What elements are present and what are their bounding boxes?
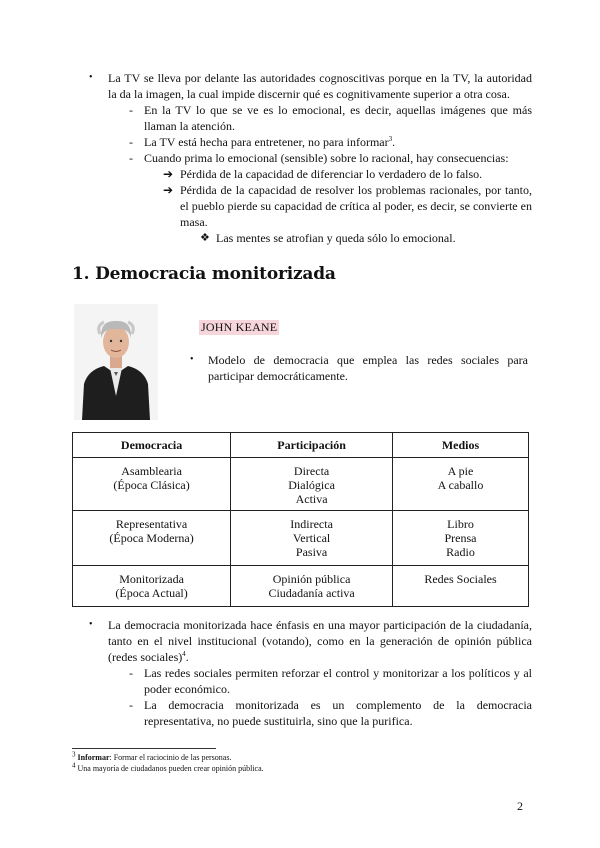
- footnote-4: [72, 761, 264, 774]
- list-item: [72, 617, 532, 665]
- table-row: [73, 566, 529, 607]
- sub-item: [72, 134, 532, 150]
- sub-text: En la TV lo que se ve es lo emocional, es decir, aquellas imágenes que más llaman la atención.: [144, 103, 532, 133]
- footnote-3: [72, 750, 232, 763]
- diamond-icon: ❖: [200, 232, 210, 244]
- footnote-ref-4[interactable]: 4: [182, 650, 186, 658]
- cell-line: Radio: [446, 545, 475, 559]
- arrow-right-icon: ➔: [163, 167, 174, 181]
- cell-line: Opinión pública: [272, 572, 351, 586]
- sub-item: [72, 150, 532, 166]
- model-text: Modelo de democracia que emplea las redes sociales para participar democráticamente.: [208, 353, 528, 383]
- diamond-text: Las mentes se atrofian y queda sólo lo emocional.: [216, 231, 456, 245]
- list-item: [72, 70, 532, 102]
- cell-line: A caballo: [437, 478, 484, 492]
- dash-icon: -: [129, 151, 133, 165]
- model-bullet: [190, 352, 528, 384]
- cell-line: Pasiva: [295, 545, 328, 559]
- arrow-item: [72, 166, 532, 182]
- cell-line: (Época Moderna): [109, 531, 194, 545]
- table-cell: [393, 511, 529, 566]
- sub-text: La democracia monitorizada es un complemento de la democracia representativa, no puede sustituirla, sino que la purifica.: [144, 698, 532, 728]
- footnote-number: 3: [72, 750, 76, 759]
- section-heading: 1. Democracia monitorizada: [72, 264, 336, 284]
- diamond-item: [72, 230, 532, 246]
- cell-line: Prensa: [444, 531, 477, 545]
- table-row: [73, 458, 529, 511]
- dash-icon: -: [129, 103, 133, 117]
- cell-line: A pie: [447, 464, 474, 478]
- table-cell: [73, 511, 231, 566]
- table-cell: [393, 566, 529, 607]
- table-cell: [231, 458, 393, 511]
- sub-item: [72, 102, 532, 134]
- dash-icon: -: [129, 666, 133, 680]
- portrait-illustration: [74, 304, 158, 420]
- cell-line: (Época Actual): [115, 586, 188, 600]
- arrow-text: Pérdida de la capacidad de resolver los problemas racionales, por tanto, el pueblo pierde su capacidad de crítica al poder, es decir, se convierte en masa.: [180, 183, 532, 229]
- cell-line: Representativa: [115, 517, 188, 531]
- footnote-text: : Formar el raciocinio de las personas.: [109, 753, 232, 762]
- sub-text: Las redes sociales permiten reforzar el control y monitorizar a los políticos y al poder económico.: [144, 666, 532, 696]
- table-cell: [231, 511, 393, 566]
- cell-line: Dialógica: [288, 478, 335, 492]
- header-democracia: Democracia: [73, 433, 231, 458]
- table-cell: [73, 566, 231, 607]
- cell-line: (Época Clásica): [113, 478, 190, 492]
- table-cell: [393, 458, 529, 511]
- arrow-item: [72, 182, 532, 230]
- sub-item: [72, 697, 532, 729]
- cell-line: Asamblearia: [121, 464, 182, 478]
- table-row: [73, 511, 529, 566]
- author-name: JOHN KEANE: [201, 320, 278, 334]
- bullet-icon: •: [190, 354, 194, 365]
- page-number: 2: [517, 799, 523, 813]
- cell-line: Monitorizada: [119, 572, 184, 586]
- footnote-text: Una mayoría de ciudadanos pueden crear opinión pública.: [77, 764, 264, 773]
- cell-line: Redes Sociales: [424, 572, 497, 586]
- bullet-icon: •: [89, 619, 93, 630]
- cell-line: Ciudadanía activa: [268, 586, 355, 600]
- monitorizada-section: [72, 617, 532, 729]
- cell-line: Directa: [293, 464, 330, 478]
- header-medios: Medios: [393, 433, 529, 458]
- john-keane-photo: [74, 304, 158, 420]
- table-cell: [73, 458, 231, 511]
- bullet-text: La democracia monitorizada hace énfasis en una mayor participación de la ciudadanía, tanto en el nivel institucional (votando), como en la generación de opinión pública (redes sociales): [108, 618, 532, 664]
- sub-text: Cuando prima lo emocional (sensible) sobre lo racional, hay consecuencias:: [144, 151, 509, 165]
- sub-item: [72, 665, 532, 697]
- sub-text: La TV está hecha para entretener, no para informar: [144, 135, 389, 149]
- arrow-right-icon: ➔: [163, 183, 174, 197]
- footnote-ref-3[interactable]: 3: [388, 135, 393, 143]
- header-participacion: Participación: [231, 433, 393, 458]
- bullet-text-end: .: [185, 650, 189, 664]
- cell-line: Indirecta: [290, 517, 333, 531]
- tv-section: [72, 70, 532, 246]
- dash-icon: -: [129, 135, 133, 149]
- dash-icon: -: [129, 698, 133, 712]
- table-cell: [231, 566, 393, 607]
- table-header-row: [73, 433, 529, 458]
- bullet-icon: •: [89, 72, 93, 83]
- footnote-number: 4: [72, 761, 76, 770]
- footnote-term: Informar: [77, 753, 110, 762]
- bullet-text: La TV se lleva por delante las autoridades cognoscitivas porque en la TV, la autoridad la da la imagen, la cual impide discernir qué es cognitivamente superior a otra cosa.: [108, 71, 532, 101]
- democracy-table: [72, 432, 529, 607]
- footnote-divider: [72, 748, 216, 749]
- cell-line: Activa: [295, 492, 328, 506]
- cell-line: Vertical: [292, 531, 331, 545]
- sub-text-end: .: [392, 135, 396, 149]
- arrow-text: Pérdida de la capacidad de diferenciar lo verdadero de lo falso.: [180, 167, 483, 181]
- cell-line: Libro: [447, 517, 474, 531]
